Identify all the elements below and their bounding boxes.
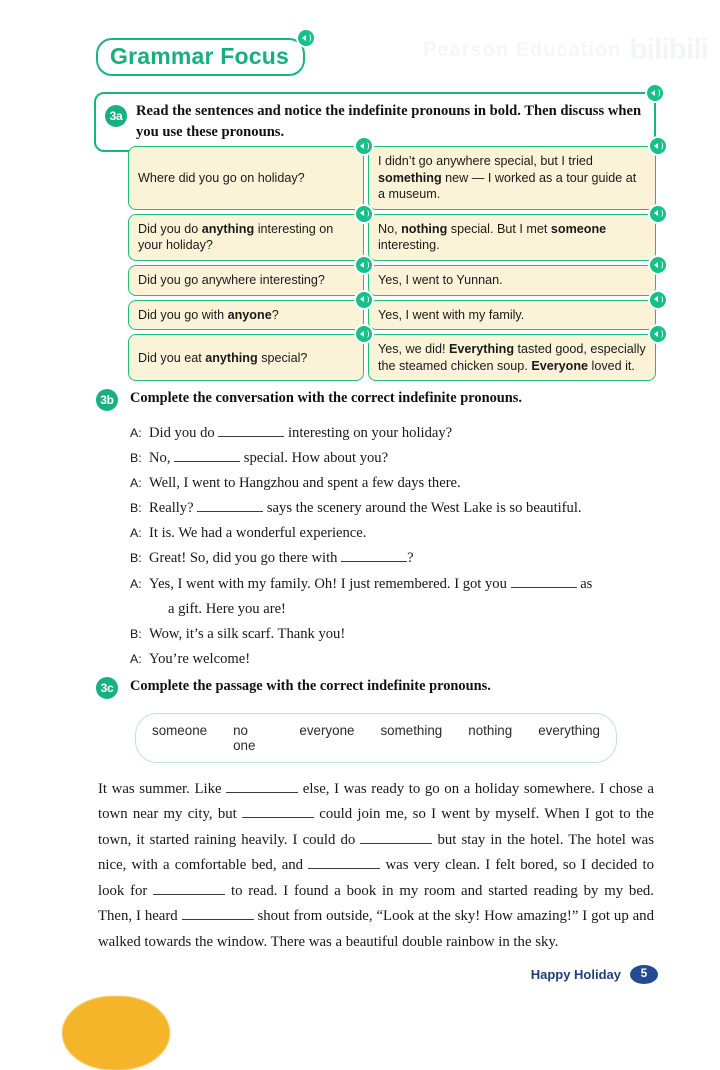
dialogue-question-cell — [128, 300, 364, 331]
audio-speaker-icon[interactable] — [650, 292, 666, 308]
conversation-text: Well, I went to Hangzhou and spent a few days there. — [149, 475, 461, 492]
conversation-line — [130, 496, 656, 521]
audio-speaker-icon[interactable] — [356, 257, 372, 273]
audio-speaker-icon[interactable] — [298, 30, 314, 46]
word-bank-item[interactable]: everyone — [299, 723, 355, 738]
dialogue-question-cell — [128, 334, 364, 381]
task-3a-instruction-box — [94, 92, 656, 152]
conversation-line — [130, 572, 656, 622]
word-bank-item[interactable]: everything — [538, 723, 600, 738]
page-title-container — [96, 38, 305, 76]
task-badge-3a: 3a — [105, 105, 127, 127]
conversation-text: It is. We had a wonderful experience. — [149, 525, 367, 542]
dialogue-question-text: Did you do anything interesting on your holiday? — [138, 221, 334, 253]
page-title: Grammar Focus — [96, 38, 305, 76]
watermark — [408, 26, 708, 74]
audio-speaker-icon[interactable] — [650, 257, 666, 273]
passage-text: It was summer. Like else, I was ready to go on a holiday somewhere. I chose a town near my city, but could join me, so I went by myself. When I got to the town, it started raining heavily. I could do but stay in the hotel. The hotel was nice, with a comfortable bed, and was very clean. I felt bored, so I decided to look for to read. I found a book in my room and started reading by my bed. Then, I heard shout from outside, “Look at the sky! How amazing!” I got up and walked towards the window. There was a beautiful double rainbow in the sky. — [98, 781, 654, 950]
dialogue-question-cell — [128, 146, 364, 210]
fill-in-blank[interactable] — [218, 436, 284, 437]
audio-speaker-icon[interactable] — [650, 138, 666, 154]
audio-speaker-icon[interactable] — [647, 85, 663, 101]
conversation-line — [130, 471, 656, 496]
audio-speaker-icon[interactable] — [356, 206, 372, 222]
fill-in-blank[interactable] — [182, 919, 254, 920]
table-row — [128, 214, 656, 261]
fill-in-blank[interactable] — [197, 511, 263, 512]
fill-in-blank[interactable] — [341, 561, 407, 562]
task-badge-3b: 3b — [96, 389, 118, 411]
table-row — [128, 300, 656, 331]
conversation-list — [96, 421, 656, 672]
fill-in-blank[interactable] — [308, 868, 380, 869]
conversation-speaker: B: — [130, 626, 142, 641]
table-row — [128, 146, 656, 210]
conversation-speaker: A: — [130, 526, 142, 541]
conversation-text: No, special. How about you? — [149, 450, 389, 467]
dialogue-answer-text: Yes, we did! Everything tasted good, especially the steamed chicken soup. Everyone loved it. — [378, 342, 646, 373]
conversation-text: Really? says the scenery around the West Lake is so beautiful. — [149, 500, 582, 517]
conversation-text: Yes, I went with my family. Oh! I just remembered. I got you as a gift. Here you are! — [149, 575, 593, 617]
watermark-logo: bilibili — [629, 33, 708, 66]
word-bank-item[interactable]: no one — [233, 723, 256, 753]
dialogue-question-cell — [128, 214, 364, 261]
word-bank — [135, 713, 617, 763]
task-3b-instruction-text: Complete the conversation with the correct indefinite pronouns. — [130, 390, 522, 406]
dialogue-question-cell — [128, 265, 364, 296]
conversation-line — [130, 647, 656, 672]
conversation-text: You’re welcome! — [149, 650, 251, 667]
dialogue-answer-cell — [368, 214, 656, 261]
dialogue-answer-cell — [368, 300, 656, 331]
watermark-text: Pearson Education — [423, 38, 622, 61]
page-number-badge: 5 — [630, 965, 658, 984]
dialogue-answer-cell — [368, 334, 656, 381]
dialogue-question-text: Where did you go on holiday? — [138, 170, 305, 185]
task-3c-section — [96, 676, 656, 955]
task-3b-section — [96, 388, 656, 672]
task-3b-header — [96, 388, 656, 412]
audio-speaker-icon[interactable] — [356, 292, 372, 308]
conversation-speaker: B: — [130, 551, 142, 566]
fill-in-blank[interactable] — [174, 461, 240, 462]
audio-speaker-icon[interactable] — [650, 206, 666, 222]
footer-unit-label: Happy Holiday — [530, 967, 621, 982]
conversation-line — [130, 421, 656, 446]
dialogue-answer-cell — [368, 265, 656, 296]
word-bank-item[interactable]: someone — [152, 723, 208, 738]
conversation-speaker: A: — [130, 476, 142, 491]
conversation-text: Wow, it’s a silk scarf. Thank you! — [149, 625, 346, 642]
fill-in-blank[interactable] — [242, 817, 314, 818]
word-bank-item[interactable]: something — [380, 723, 443, 738]
table-row — [128, 265, 656, 296]
conversation-speaker: A: — [130, 426, 142, 440]
decorative-corner-blob — [62, 996, 170, 1070]
task-3c-instruction-text: Complete the passage with the correct indefinite pronouns. — [130, 678, 491, 694]
dialogue-question-text: Did you go with anyone? — [138, 307, 279, 322]
conversation-line — [130, 622, 656, 647]
word-bank-item[interactable]: nothing — [468, 723, 513, 738]
table-row — [128, 334, 656, 381]
conversation-line — [130, 546, 656, 571]
conversation-speaker: A: — [130, 651, 142, 666]
dialogue-answer-text: Yes, I went to Yunnan. — [378, 273, 503, 288]
fill-in-blank[interactable] — [226, 792, 298, 793]
fill-in-blank[interactable] — [511, 587, 577, 588]
fill-in-blank[interactable] — [360, 843, 432, 844]
dialogue-answer-cell — [368, 146, 656, 210]
dialogue-answer-text: No, nothing special. But I met someone interesting. — [378, 221, 607, 253]
dialogue-table — [128, 146, 656, 385]
dialogue-question-text: Did you go anywhere interesting? — [138, 273, 325, 288]
audio-speaker-icon[interactable] — [356, 138, 372, 154]
conversation-speaker: B: — [130, 451, 142, 466]
dialogue-answer-text: Yes, I went with my family. — [378, 307, 525, 322]
conversation-speaker: B: — [130, 501, 142, 516]
conversation-line — [130, 521, 656, 546]
conversation-text: Did you do interesting on your holiday? — [149, 425, 453, 441]
conversation-line — [130, 446, 656, 471]
task-3c-header — [96, 676, 656, 700]
dialogue-question-text: Did you eat anything special? — [138, 350, 308, 365]
conversation-speaker: A: — [130, 576, 142, 591]
footer — [531, 965, 658, 984]
task-3a-instruction-text: Read the sentences and notice the indefinite pronouns in bold. Then discuss when you use these pronouns. — [136, 103, 642, 140]
conversation-text: Great! So, did you go there with ? — [149, 550, 414, 567]
fill-in-blank[interactable] — [153, 894, 225, 895]
audio-speaker-icon[interactable] — [650, 326, 666, 342]
task-badge-3c: 3c — [96, 677, 118, 699]
dialogue-answer-text: I didn’t go anywhere special, but I tried something new — I worked as a tour guide at a museum. — [378, 154, 637, 202]
